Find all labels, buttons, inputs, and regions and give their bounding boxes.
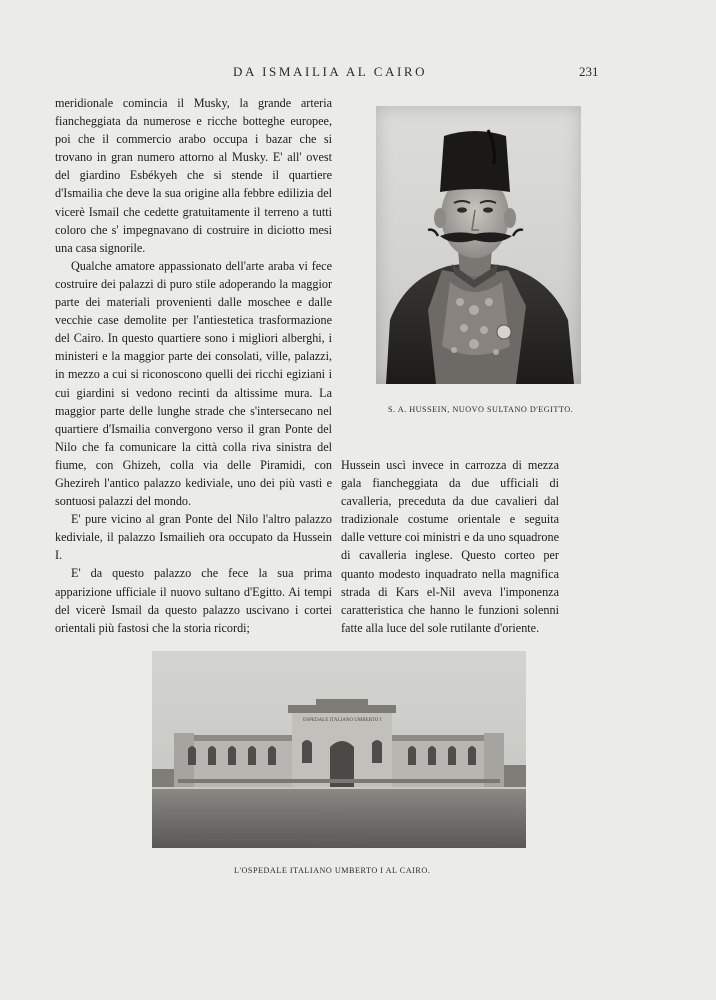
hospital-caption: L'OSPEDALE ITALIANO UMBERTO I AL CAIRO. (234, 866, 431, 875)
left-text-column (55, 94, 332, 637)
running-head: DA ISMAILIA AL CAIRO (233, 64, 428, 79)
paragraph: E' pure vicino al gran Ponte del Nilo l'altro palazzo kediviale, il palazzo Ismailieh ora occupato da Hussein I. (55, 512, 332, 563)
portrait-caption: S. A. HUSSEIN, NUOVO SULTANO D'EGITTO. (388, 405, 574, 414)
paragraph: meridionale comincia il Musky, la grande arteria fiancheggiata da numerose e ricche botteghe europee, poi che il commercio arabo occupa i bazar che si trovano in gran numero attorno al Musky. E' all' ovest del giardino Esbékyeh che si stende il quartiere d'Ismailia che deve la sua origine alla febbre edilizia del vicerè Ismail che cedette gratuitamente il terreno a tutti coloro che s' impegnavano di costruire in diciotto mesi una casa signorile. (55, 96, 332, 255)
paragraph: Hussein uscì invece in carrozza di mezza gala fiancheggiata da due ufficiali di cavalleria, preceduta da due cavalieri dal tradizionale costume orientale e seguita dalle vetture coi ministri e da uno squadrone di cavalleria inglese. Questo corteo per quanto modesto inquadrato nella magnifica strada di Kars el-Nil aveva l'imponenza caratteristica che hanno le funzioni solenni fatte alla luce del sole rutilante d'oriente. (341, 458, 559, 635)
hospital-illustration (152, 651, 526, 848)
hospital-sign: OSPEDALE ITALIANO UMBERTO I (302, 718, 382, 723)
portrait-photo (376, 106, 581, 384)
page-number: 231 (579, 64, 599, 79)
portrait-illustration (376, 106, 581, 384)
right-text-column (341, 456, 559, 637)
paragraph: E' da questo palazzo che fece la sua prima apparizione ufficiale il nuovo sultano d'Egitto. Ai tempi del vicerè Ismail da questo palazzo uscivano i cortei orientali più fastosi che la storia ricordi; (55, 566, 332, 635)
paragraph: Qualche amatore appassionato dell'arte araba vi fece costruire dei palazzi di puro stile adoperando la maggior parte dei materiali provenienti dalle moschee e dalle vecchie case demolite per l'antiestetica trasformazione del Cairo. In questo quartiere sono i migliori alberghi, i ministeri e la maggior parte dei consolati, ville, palazzi, in mezzo a cui si riconoscono quelli dei ricchi egiziani i cui giardini si vedono recinti da altissime mura. La maggior parte delle lunghe strade che s'intersecano nel quartiere d'Ismailia convergono verso il gran Ponte del Nilo che fa comunicare la città colla riva sinistra del fiume, con Ghizeh, colla via delle Piramidi, con Ghezireh l'antico palazzo kediviale, uno dei più vasti e sontuosi palazzi del mondo. (55, 258, 332, 509)
hospital-photo (152, 651, 526, 848)
